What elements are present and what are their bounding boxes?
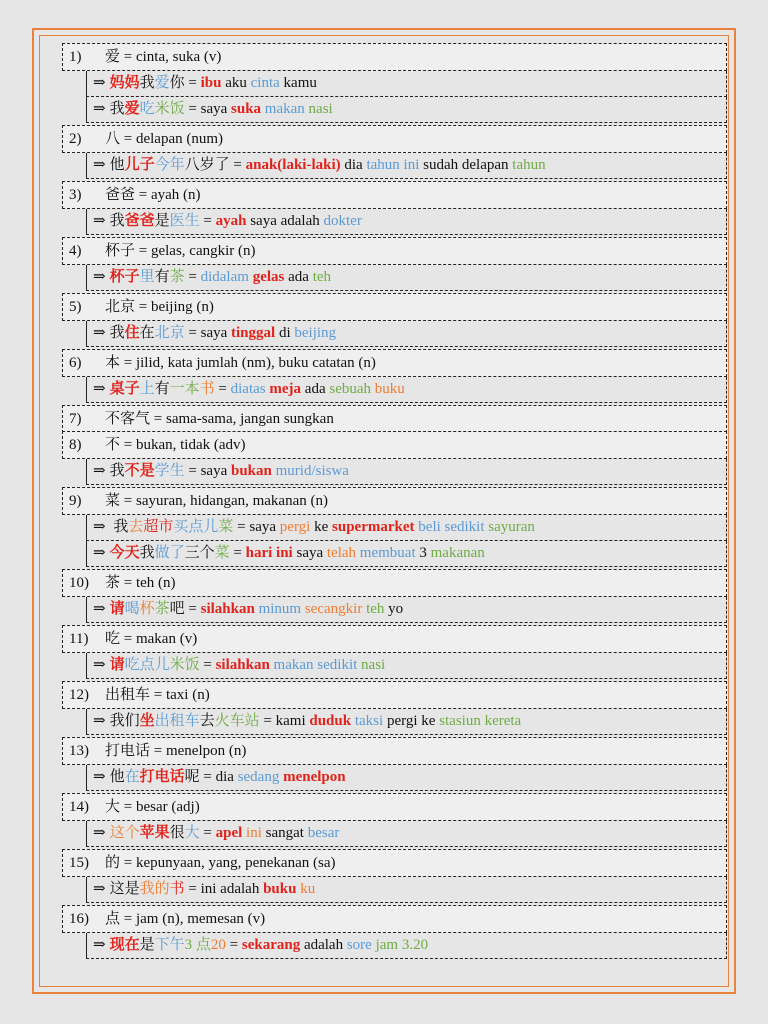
vocab-entry-header <box>62 349 727 377</box>
definition: = jam (n), memesan (v) <box>123 911 266 927</box>
chinese-segment: 做了 <box>154 545 185 561</box>
entry-word-and-definition <box>105 406 334 432</box>
entry-number: 13) <box>69 743 89 759</box>
chinese-segment: 菜 <box>214 545 230 561</box>
chinese-segment: 下午 <box>154 937 185 953</box>
chinese-segment: 菜 <box>218 519 234 535</box>
chinese-segment: 上 <box>139 381 155 397</box>
indonesian-segment: dia <box>215 769 234 785</box>
chinese-segment: 他 <box>109 769 125 785</box>
chinese-segment: 超市 <box>143 519 174 535</box>
chinese-segment: 很 <box>169 825 185 841</box>
chinese-segment: 他 <box>109 157 125 173</box>
vocab-entry-header <box>62 43 727 71</box>
chinese-segment: 医生 <box>169 213 200 229</box>
chinese-segment: 吃点儿 <box>124 657 170 673</box>
example-sentence-row <box>86 653 727 679</box>
chinese-word: 爸爸 <box>105 187 136 203</box>
arrow-icon: ⇒ <box>93 825 106 841</box>
chinese-segment: 书 <box>199 381 215 397</box>
entry-word-and-definition <box>105 738 246 764</box>
chinese-segment: 打电话 <box>139 769 185 785</box>
chinese-segment: 茶 <box>154 601 170 617</box>
vocab-entry-header <box>62 181 727 209</box>
indonesian-segment: teh <box>312 269 332 285</box>
entry-word-and-definition <box>105 850 335 876</box>
indonesian-segment: makanan <box>430 545 485 561</box>
chinese-segment: 去 <box>128 519 144 535</box>
entry-word-and-definition <box>105 182 201 208</box>
entry-number: 8) <box>69 437 82 453</box>
indonesian-segment: suka <box>231 101 262 117</box>
vocab-entry-header <box>62 487 727 515</box>
example-sentence-row <box>86 321 727 347</box>
indonesian-segment: 3 <box>419 545 427 561</box>
chinese-segment: 今天 <box>109 545 140 561</box>
chinese-word: 出租车 <box>105 687 151 703</box>
chinese-segment: 请 <box>109 657 125 673</box>
indonesian-segment: beijing <box>294 325 337 341</box>
chinese-word: 本 <box>105 355 121 371</box>
chinese-word: 点 <box>105 911 121 927</box>
chinese-segment: 八岁了 <box>184 157 230 173</box>
example-sentence-row <box>86 709 727 735</box>
vocabulary-list <box>62 43 727 961</box>
chinese-segment: 去 <box>199 713 215 729</box>
definition: = ayah (n) <box>138 187 201 203</box>
indonesian-segment: apel <box>215 825 243 841</box>
vocab-entry-header <box>62 625 727 653</box>
definition: = makan (v) <box>123 631 198 647</box>
definition: = taxi (n) <box>153 687 210 703</box>
example-text: ⇒ 请吃点儿米饭 = silahkan makan sedikit nasi <box>93 657 386 673</box>
entry-word-and-definition <box>105 126 223 152</box>
indonesian-segment: saya <box>200 101 228 117</box>
indonesian-segment: pergi <box>279 519 311 535</box>
example-text: ⇒ 他在打电话呢 = dia sedang menelpon <box>93 769 346 785</box>
chinese-word: 吃 <box>105 631 121 647</box>
definition: = cinta, suka (v) <box>123 49 222 65</box>
vocab-entry-header <box>62 125 727 153</box>
chinese-segment: 我 <box>139 545 155 561</box>
chinese-segment: 儿子 <box>124 157 155 173</box>
chinese-segment: 苹果 <box>139 825 170 841</box>
chinese-segment: 妈妈 <box>109 75 140 91</box>
definition: = kepunyaan, yang, penekanan (sa) <box>123 855 336 871</box>
indonesian-segment: yo <box>388 601 404 617</box>
indonesian-segment: sebuah <box>329 381 372 397</box>
example-text: ⇒ 我爱吃米饭 = saya suka makan nasi <box>93 101 333 117</box>
indonesian-segment: secangkir <box>304 601 363 617</box>
definition: = beijing (n) <box>138 299 214 315</box>
entry-number: 4) <box>69 243 82 259</box>
indonesian-segment: hari ini <box>245 545 293 561</box>
example-text: ⇒ 我住在北京 = saya tinggal di beijing <box>93 325 337 341</box>
chinese-segment: 是 <box>139 937 155 953</box>
indonesian-segment: anak(laki-laki) <box>245 157 341 173</box>
arrow-icon: ⇒ <box>93 463 106 479</box>
chinese-segment: 在 <box>124 769 140 785</box>
example-sentence-row <box>86 933 727 959</box>
chinese-segment: 爱 <box>124 101 140 117</box>
indonesian-segment: taksi <box>354 713 384 729</box>
chinese-segment: 桌子 <box>109 381 140 397</box>
indonesian-segment: ada <box>288 269 309 285</box>
chinese-segment: 我们 <box>109 713 140 729</box>
chinese-word: 菜 <box>105 493 121 509</box>
indonesian-segment: ke <box>314 519 329 535</box>
chinese-word: 大 <box>105 799 121 815</box>
chinese-segment: 现在 <box>109 937 140 953</box>
arrow-icon: ⇒ <box>93 519 106 535</box>
chinese-word: 八 <box>105 131 121 147</box>
example-text: ⇒ 我们坐出租车去火车站 = kami duduk taksi pergi ke stasiun kereta <box>93 713 522 729</box>
entry-number: 6) <box>69 355 82 371</box>
chinese-segment: 我 <box>139 75 155 91</box>
indonesian-segment: telah <box>326 545 357 561</box>
example-text: ⇒ 这是我的书 = ini adalah buku ku <box>93 881 316 897</box>
arrow-icon: ⇒ <box>93 381 106 397</box>
chinese-segment: 这个 <box>109 825 140 841</box>
example-sentence-row <box>86 265 727 291</box>
chinese-word: 不 <box>105 437 121 453</box>
chinese-segment: 我的 <box>139 881 170 897</box>
arrow-icon: ⇒ <box>93 601 106 617</box>
definition: = sama-sama, jangan sungkan <box>153 411 334 427</box>
entry-number: 5) <box>69 299 82 315</box>
entry-word-and-definition <box>105 794 200 820</box>
example-sentence-row <box>86 597 727 623</box>
vocab-entry-header <box>62 905 727 933</box>
chinese-segment: 我 <box>109 213 125 229</box>
chinese-segment: 吧 <box>169 601 185 617</box>
chinese-segment: 你 <box>169 75 185 91</box>
chinese-segment: 出租车 <box>154 713 200 729</box>
definition: = delapan (num) <box>123 131 224 147</box>
vocab-entry-header <box>62 569 727 597</box>
arrow-icon: ⇒ <box>93 657 106 673</box>
indonesian-segment: silahkan <box>200 601 255 617</box>
chinese-segment: 点儿 <box>188 519 219 535</box>
chinese-segment: 是 <box>154 213 170 229</box>
entry-number: 16) <box>69 911 89 927</box>
chinese-segment: 杯 <box>139 601 155 617</box>
arrow-icon: ⇒ <box>93 713 106 729</box>
definition: = gelas, cangkir (n) <box>138 243 256 259</box>
chinese-segment: 我 <box>109 325 125 341</box>
chinese-segment: 米饭 <box>154 101 185 117</box>
indonesian-segment: ku <box>300 881 316 897</box>
chinese-segment: 火车站 <box>214 713 260 729</box>
chinese-segment: 里 <box>139 269 155 285</box>
example-sentence-row <box>86 153 727 179</box>
chinese-segment: 杯子 <box>109 269 140 285</box>
arrow-icon: ⇒ <box>93 769 106 785</box>
definition: = bukan, tidak (adv) <box>123 437 246 453</box>
indonesian-segment: membuat <box>359 545 416 561</box>
example-sentence-row <box>86 541 727 567</box>
entry-word-and-definition <box>105 682 210 708</box>
definition: = jilid, kata jumlah (nm), buku catatan (n) <box>123 355 376 371</box>
chinese-segment: 书 <box>169 881 185 897</box>
indonesian-segment: makan <box>264 101 305 117</box>
entry-word-and-definition <box>105 44 221 70</box>
indonesian-segment: aku <box>225 75 247 91</box>
entry-number: 15) <box>69 855 89 871</box>
chinese-segment: 三个 <box>184 545 215 561</box>
indonesian-segment: nasi <box>361 657 386 673</box>
chinese-segment: 大 <box>184 825 200 841</box>
chinese-segment: 北京 <box>154 325 185 341</box>
example-text: ⇒ 现在是下午3 点20 = sekarang adalah sore jam 3.20 <box>93 937 429 953</box>
indonesian-segment: sudah delapan <box>423 157 509 173</box>
chinese-word: 爱 <box>105 49 121 65</box>
indonesian-segment: menelpon <box>283 769 346 785</box>
chinese-segment: 有 <box>154 269 170 285</box>
chinese-segment: 爸爸 <box>124 213 155 229</box>
arrow-icon: ⇒ <box>93 325 106 341</box>
entry-word-and-definition <box>105 238 256 264</box>
indonesian-segment: kami <box>275 713 306 729</box>
entry-number: 9) <box>69 493 82 509</box>
indonesian-segment: saya <box>200 463 228 479</box>
chinese-segment: 我 <box>109 463 125 479</box>
chinese-segment: 这是 <box>109 881 140 897</box>
example-sentence-row <box>86 765 727 791</box>
indonesian-segment: ini <box>246 825 262 841</box>
indonesian-segment: beli sedikit <box>418 519 485 535</box>
indonesian-segment: saya <box>200 325 228 341</box>
indonesian-segment: sedang <box>237 769 280 785</box>
example-sentence-row <box>86 515 727 541</box>
chinese-word: 的 <box>105 855 121 871</box>
indonesian-segment: besar <box>307 825 340 841</box>
entry-word-and-definition <box>105 570 176 596</box>
indonesian-segment: duduk <box>309 713 352 729</box>
example-text: ⇒ 杯子里有茶 = didalam gelas ada teh <box>93 269 332 285</box>
indonesian-segment: ibu <box>200 75 222 91</box>
chinese-segment: 喝 <box>124 601 140 617</box>
entry-number: 14) <box>69 799 89 815</box>
entry-number: 12) <box>69 687 89 703</box>
example-text: ⇒ 我不是学生 = saya bukan murid/siswa <box>93 463 349 479</box>
chinese-segment: 在 <box>139 325 155 341</box>
indonesian-segment: murid/siswa <box>275 463 349 479</box>
entry-word-and-definition <box>105 626 197 652</box>
indonesian-segment: ayah <box>215 213 247 229</box>
example-text: ⇒ 这个苹果很大 = apel ini sangat besar <box>93 825 340 841</box>
definition: = sayuran, hidangan, makanan (n) <box>123 493 328 509</box>
vocab-entry-header <box>62 293 727 321</box>
vocab-entry-header <box>62 237 727 265</box>
example-sentence-row <box>86 821 727 847</box>
entry-number: 2) <box>69 131 82 147</box>
indonesian-segment: didalam <box>200 269 249 285</box>
indonesian-segment: tahun ini <box>366 157 420 173</box>
chinese-segment: 3 点 <box>184 937 211 953</box>
indonesian-segment: buku <box>374 381 405 397</box>
definition: = besar (adj) <box>123 799 200 815</box>
chinese-segment: 今年 <box>154 157 185 173</box>
example-sentence-row <box>86 97 727 123</box>
indonesian-segment: ini adalah <box>200 881 260 897</box>
indonesian-segment: sore <box>346 937 372 953</box>
definition: = menelpon (n) <box>153 743 247 759</box>
indonesian-segment: bukan <box>231 463 272 479</box>
example-sentence-row <box>86 377 727 403</box>
chinese-segment: 爱 <box>154 75 170 91</box>
indonesian-segment: di <box>278 325 291 341</box>
arrow-icon: ⇒ <box>93 101 106 117</box>
entry-word-and-definition <box>105 350 376 376</box>
example-text: ⇒ 桌子上有一本书 = diatas meja ada sebuah buku <box>93 381 405 397</box>
indonesian-segment: teh <box>366 601 385 617</box>
example-sentence-row <box>86 209 727 235</box>
chinese-word: 打电话 <box>105 743 151 759</box>
vocab-entry-header <box>62 681 727 709</box>
chinese-word: 杯子 <box>105 243 136 259</box>
entry-word-and-definition <box>105 488 328 514</box>
chinese-segment: 不是 <box>124 463 155 479</box>
entry-word-and-definition <box>105 294 214 320</box>
indonesian-segment: stasiun kereta <box>439 713 522 729</box>
vocab-entry-header <box>62 849 727 877</box>
entry-number: 1) <box>69 49 82 65</box>
chinese-segment: 请 <box>109 601 125 617</box>
indonesian-segment: kamu <box>283 75 317 91</box>
entry-word-and-definition <box>105 906 265 932</box>
chinese-segment: 学生 <box>154 463 185 479</box>
indonesian-segment: dokter <box>323 213 362 229</box>
chinese-segment: 买 <box>173 519 189 535</box>
vocab-entry-header <box>62 737 727 765</box>
arrow-icon: ⇒ <box>93 269 106 285</box>
entry-word-and-definition <box>105 432 246 458</box>
indonesian-segment: diatas <box>230 381 266 397</box>
arrow-icon: ⇒ <box>93 213 106 229</box>
example-text: ⇒ 请喝杯茶吧 = silahkan minum secangkir teh yo <box>93 601 404 617</box>
vocab-entry-header <box>62 431 727 459</box>
example-text: ⇒ 我去超市买点儿菜 = saya pergi ke supermarket beli sedikit sayuran <box>93 519 535 535</box>
indonesian-segment: saya <box>296 545 324 561</box>
indonesian-segment: sekarang <box>241 937 301 953</box>
indonesian-segment: makan sedikit <box>273 657 358 673</box>
chinese-segment: 有 <box>154 381 170 397</box>
chinese-word: 茶 <box>105 575 121 591</box>
indonesian-segment: tinggal <box>231 325 276 341</box>
chinese-segment: 一本 <box>169 381 200 397</box>
example-text: ⇒ 今天我做了三个菜 = hari ini saya telah membuat 3 makanan <box>93 545 485 561</box>
chinese-segment: 米饭 <box>169 657 200 673</box>
indonesian-segment: buku <box>263 881 297 897</box>
entry-number: 3) <box>69 187 82 203</box>
indonesian-segment: saya <box>249 519 277 535</box>
indonesian-segment: saya adalah <box>250 213 320 229</box>
indonesian-segment: tahun <box>512 157 546 173</box>
indonesian-segment: pergi ke <box>386 713 436 729</box>
example-sentence-row <box>86 877 727 903</box>
chinese-segment: 20 <box>210 937 226 953</box>
definition: = teh (n) <box>123 575 176 591</box>
example-sentence-row <box>86 71 727 97</box>
indonesian-segment: cinta <box>250 75 280 91</box>
example-sentence-row <box>86 459 727 485</box>
chinese-segment: 住 <box>124 325 140 341</box>
indonesian-segment: silahkan <box>215 657 270 673</box>
indonesian-segment: jam 3.20 <box>375 937 429 953</box>
chinese-segment: 茶 <box>169 269 185 285</box>
indonesian-segment: supermarket <box>332 519 415 535</box>
indonesian-segment: adalah <box>303 937 344 953</box>
example-text: ⇒ 他儿子今年八岁了 = anak(laki-laki) dia tahun ini sudah delapan tahun <box>93 157 546 173</box>
indonesian-segment: ada <box>304 381 326 397</box>
chinese-word: 不客气 <box>105 411 151 427</box>
indonesian-segment: dia <box>344 157 363 173</box>
arrow-icon: ⇒ <box>93 545 106 561</box>
arrow-icon: ⇒ <box>93 157 106 173</box>
indonesian-segment: gelas <box>252 269 285 285</box>
vocab-entry-header <box>62 793 727 821</box>
example-text: ⇒ 妈妈我爱你 = ibu aku cinta kamu <box>93 75 317 91</box>
entry-number: 10) <box>69 575 89 591</box>
indonesian-segment: sayuran <box>488 519 535 535</box>
arrow-icon: ⇒ <box>93 75 106 91</box>
chinese-segment: 呢 <box>184 769 200 785</box>
entry-number: 7) <box>69 411 82 427</box>
vocab-entry-header <box>62 405 727 433</box>
example-text: ⇒ 我爸爸是医生 = ayah saya adalah dokter <box>93 213 362 229</box>
indonesian-segment: minum <box>258 601 302 617</box>
chinese-segment: 我 <box>109 519 129 535</box>
arrow-icon: ⇒ <box>93 881 106 897</box>
chinese-segment: 我 <box>109 101 125 117</box>
indonesian-segment: nasi <box>308 101 333 117</box>
chinese-segment: 吃 <box>139 101 155 117</box>
chinese-word: 北京 <box>105 299 136 315</box>
entry-number: 11) <box>69 631 89 647</box>
arrow-icon: ⇒ <box>93 937 106 953</box>
indonesian-segment: meja <box>269 381 302 397</box>
indonesian-segment: sangat <box>265 825 304 841</box>
chinese-segment: 坐 <box>139 713 155 729</box>
